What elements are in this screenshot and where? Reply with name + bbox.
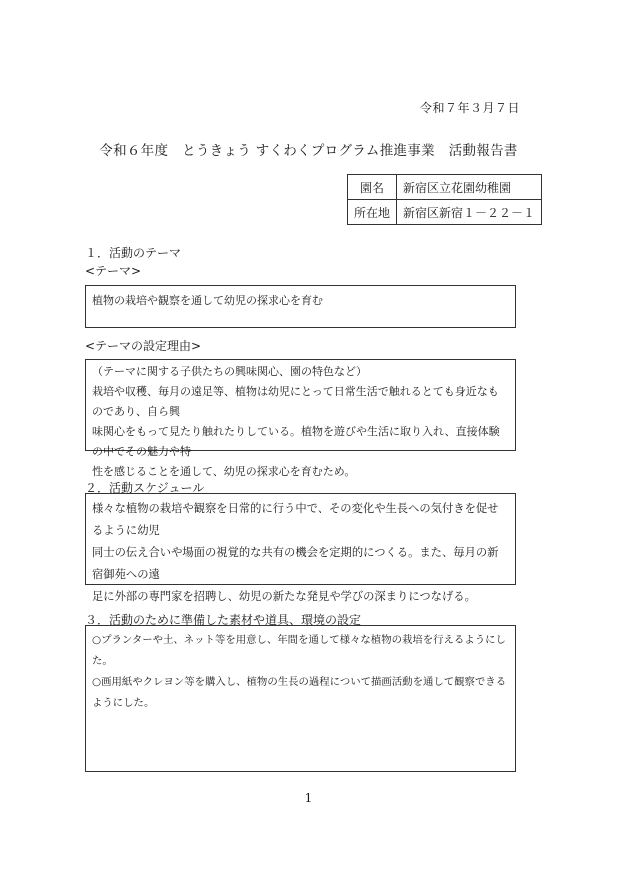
reason-line: 味関心をもって見たり触れたりしている。植物を遊びや生活に取り入れ、直接体験の中でその魅力や特 <box>92 425 500 458</box>
reason-note: （テーマに関する子供たちの興味関心、園の特色など） <box>92 365 367 378</box>
materials-box <box>85 625 516 772</box>
reason-label: <テーマの設定理由> <box>85 339 202 353</box>
report-title: 令和６年度 とうきょう すくわくプログラム推進事業 活動報告書 <box>99 143 518 159</box>
schedule-line: 同士の伝え合いや場面の視覚的な共有の機会を定期的につくる。また、毎月の新宿御苑への遠 <box>92 546 499 581</box>
reason-line: 性を感じることを通して、幼児の探求心を育むため。 <box>92 465 356 478</box>
section1-heading: １．活動のテーマ <box>85 246 182 260</box>
kindergarten-name-label: 園名 <box>348 175 397 200</box>
address-row <box>348 200 542 225</box>
schedule-box <box>85 493 516 603</box>
reason-box <box>85 359 516 478</box>
kindergarten-name-row <box>348 175 542 200</box>
reason-line: 栽培や収穫、毎月の遠足等、植物は幼児にとって日常生活で触れるとても身近なものであり、自ら興 <box>92 385 499 418</box>
kindergarten-name-value: 新宿区立花園幼稚園 <box>397 175 542 200</box>
materials-line: ○プランターや土、ネット等を用意し、年間を通して様々な植物の栽培を行えるようにした。 <box>92 634 506 667</box>
kindergarten-info-table <box>347 174 542 225</box>
schedule-line: 様々な植物の栽培や観察を日常的に行う中で、その変化や生長への気付きを促せるように幼児 <box>92 502 499 537</box>
theme-label: <テーマ> <box>85 264 142 278</box>
report-date: 令和７年３月７日 <box>420 101 521 115</box>
page-number: 1 <box>304 791 313 805</box>
section2-heading: ２．活動スケジュール <box>85 481 205 495</box>
schedule-line: 足に外部の専門家を招聘し、幼児の新たな発見や学びの深まりにつなげる。 <box>92 590 476 603</box>
materials-line: ○画用紙やクレヨン等を購入し、植物の生長の過程について描画活動を通して観察できるようにした。 <box>92 676 507 709</box>
section3-heading: ３．活動のために準備した素材や道具、環境の設定 <box>85 613 362 627</box>
address-value: 新宿区新宿１－２２－１ <box>397 200 542 225</box>
theme-text: 植物の栽培や観察を通して幼児の探求心を育む <box>92 294 323 307</box>
address-label: 所在地 <box>348 200 397 225</box>
theme-box <box>85 285 516 328</box>
